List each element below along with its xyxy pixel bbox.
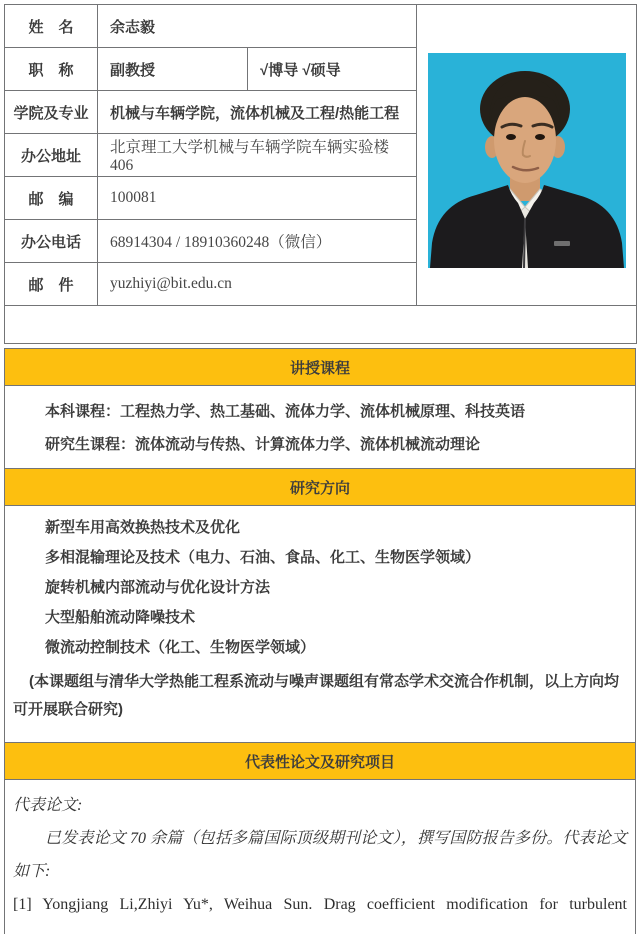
faculty-profile-page (4, 4, 636, 934)
profile-photo (428, 53, 626, 268)
section-header-research (4, 468, 636, 506)
paper-reference: [1] Yongjiang Li,Zhiyi Yu*, Weihua Sun. Drag coefficient modification for turbulent (13, 896, 627, 913)
papers-intro: 已发表论文 70 余篇（包括多篇国际顶级期刊论文），撰写国防报告多份。代表论文如下: (13, 830, 627, 880)
research-item: 大型船舶流动降噪技术 (45, 609, 196, 626)
section-header-papers (4, 742, 636, 780)
section-title: 研究方向 (289, 479, 350, 497)
title-value: 副教授 (98, 48, 248, 91)
research-item: 多相混输理论及技术（电力、石油、食品、化工、生物医学领域） (45, 549, 481, 566)
office-phone-label: 办公电话 (5, 220, 98, 263)
section-title: 讲授课程 (289, 359, 350, 377)
name-label: 姓 名 (5, 5, 98, 48)
papers-block (4, 779, 636, 934)
profile-table (4, 4, 637, 344)
email-value: yuzhiyi@bit.edu.cn (98, 263, 417, 306)
college-label: 学院及专业 (5, 91, 98, 134)
photo-cell (417, 5, 637, 306)
research-item: 微流动控制技术（化工、生物医学领域） (45, 639, 316, 656)
table-row-empty (5, 306, 637, 344)
college-value: 机械与车辆学院，流体机械及工程/热能工程 (98, 91, 417, 134)
research-item: 旋转机械内部流动与优化设计方法 (45, 579, 271, 596)
office-address-value: 北京理工大学机械与车辆学院车辆实验楼 406 (98, 134, 417, 177)
research-block (4, 505, 636, 743)
undergrad-courses-line: 本科课程：工程热力学、热工基础、流体力学、流体机械原理、科技英语 (45, 403, 526, 420)
office-address-label: 办公地址 (5, 134, 98, 177)
section-header-courses (4, 348, 636, 386)
sections-stack (4, 348, 636, 934)
postcode-label: 邮 编 (5, 177, 98, 220)
graduate-courses-line: 研究生课程：流体流动与传热、计算流体力学、流体机械流动理论 (45, 436, 481, 453)
courses-block (4, 385, 636, 469)
office-phone-value: 68914304 / 18910360248（微信） (98, 220, 417, 263)
research-item: 新型车用高效换热技术及优化 (45, 519, 241, 536)
name-value: 余志毅 (98, 5, 417, 48)
empty-cell (5, 306, 637, 344)
table-row (5, 5, 637, 48)
title-label: 职 称 (5, 48, 98, 91)
papers-intro-label: 代表论文: (13, 797, 83, 814)
postcode-value: 100081 (98, 177, 417, 220)
section-title: 代表性论文及研究项目 (244, 753, 395, 771)
supervisor-value: √博导 √硕导 (248, 48, 417, 91)
email-label: 邮 件 (5, 263, 98, 306)
research-collaboration-note: (本课题组与清华大学热能工程系流动与噪声课题组有常态学术交流合作机制，以上方向均可开展联合研究) (13, 673, 619, 718)
